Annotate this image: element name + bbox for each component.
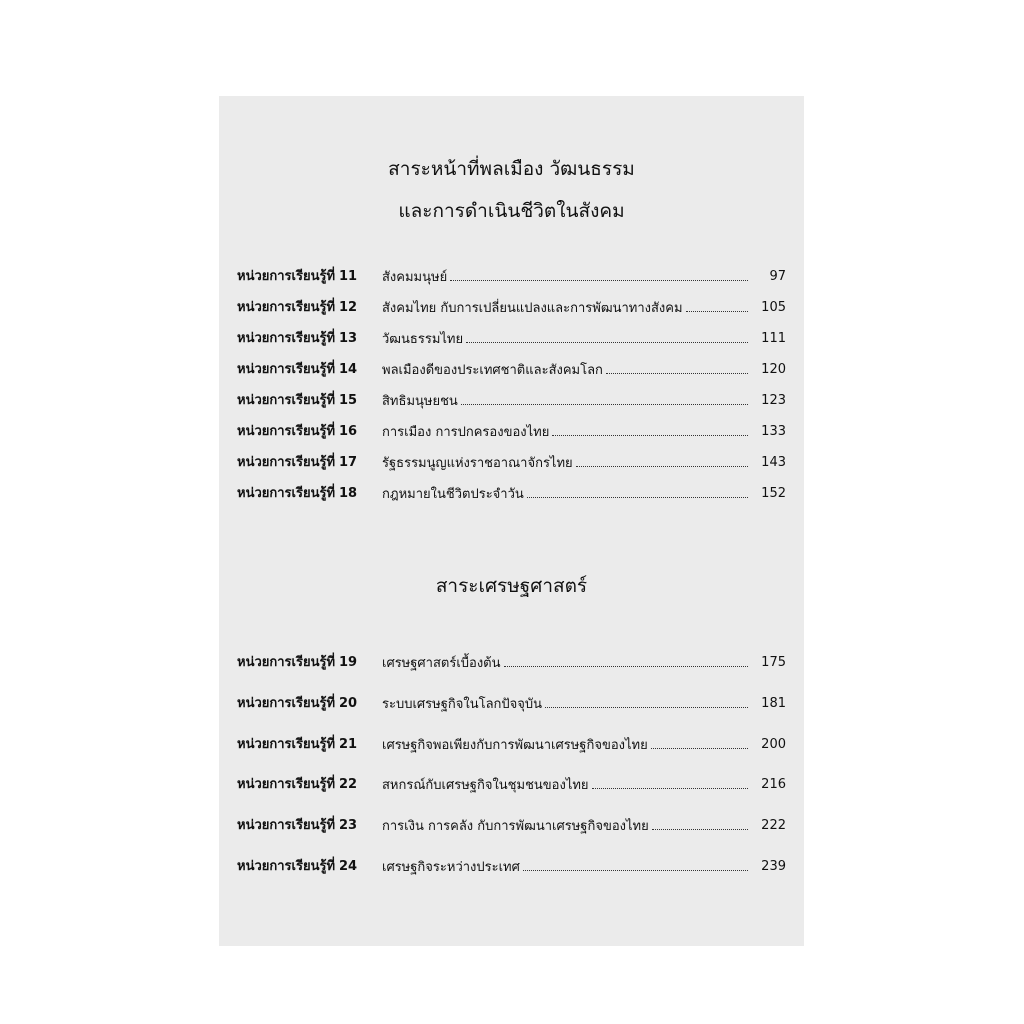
toc-unit-label: หน่วยการเรียนรู้ที่ bbox=[237, 859, 336, 874]
toc-dot-leader bbox=[576, 452, 748, 467]
toc-unit bbox=[237, 452, 362, 474]
toc-entry bbox=[219, 452, 804, 474]
toc-page-number: 239 bbox=[761, 859, 786, 874]
toc-unit-label: หน่วยการเรียนรู้ที่ bbox=[237, 655, 336, 670]
toc-entry bbox=[219, 652, 804, 674]
toc-dot-leader bbox=[651, 734, 748, 749]
toc-unit-label: หน่วยการเรียนรู้ที่ bbox=[237, 424, 336, 439]
toc-unit bbox=[237, 652, 362, 674]
toc-dot-leader bbox=[592, 774, 748, 789]
section1-title-line1: สาระหน้าที่พลเมือง วัฒนธรรม bbox=[388, 158, 635, 180]
toc-unit-label: หน่วยการเรียนรู้ที่ bbox=[237, 777, 336, 793]
toc-unit-number: 21 bbox=[339, 736, 358, 752]
toc-unit-number: 24 bbox=[339, 859, 358, 874]
toc-unit bbox=[237, 693, 362, 715]
toc-unit-number: 15 bbox=[339, 393, 358, 408]
toc-title-wrap bbox=[382, 359, 748, 382]
toc-page-number: 181 bbox=[761, 695, 786, 711]
toc-unit-number: 18 bbox=[339, 486, 358, 501]
section1-title-line2: และการดำเนินชีวิตในสังคม bbox=[398, 200, 625, 222]
toc-unit-label: หน่วยการเรียนรู้ที่ bbox=[237, 362, 336, 377]
toc-unit bbox=[237, 734, 362, 756]
toc-title: สิทธิมนุษยชน bbox=[382, 394, 458, 409]
toc-title-wrap bbox=[382, 328, 748, 351]
toc-unit-label: หน่วยการเรียนรู้ที่ bbox=[237, 269, 336, 284]
toc-unit-label: หน่วยการเรียนรู้ที่ bbox=[237, 818, 336, 834]
toc-unit-label: หน่วยการเรียนรู้ที่ bbox=[237, 331, 336, 346]
toc-title-wrap bbox=[382, 266, 748, 289]
toc-dot-leader bbox=[606, 359, 748, 374]
toc-title-wrap bbox=[382, 774, 748, 797]
toc-page-number: 200 bbox=[761, 736, 786, 752]
toc-title: ระบบเศรษฐกิจในโลกปัจจุบัน bbox=[382, 696, 543, 712]
toc-title-wrap bbox=[382, 693, 748, 716]
toc-title-wrap bbox=[382, 421, 748, 444]
toc-unit-number: 19 bbox=[339, 655, 358, 670]
toc-unit bbox=[237, 856, 362, 878]
toc-title-wrap bbox=[382, 856, 748, 879]
toc-unit-number: 16 bbox=[339, 424, 358, 439]
toc-dot-leader bbox=[527, 483, 748, 498]
toc-unit-number: 20 bbox=[339, 695, 358, 711]
toc-title: พลเมืองดีของประเทศชาติและสังคมโลก bbox=[382, 363, 603, 378]
toc-unit-label: หน่วยการเรียนรู้ที่ bbox=[237, 393, 336, 408]
toc-title-wrap bbox=[382, 734, 748, 757]
toc-unit-label: หน่วยการเรียนรู้ที่ bbox=[237, 455, 336, 470]
toc-unit bbox=[237, 774, 362, 796]
toc-entry bbox=[219, 483, 804, 505]
toc-unit-number: 14 bbox=[339, 362, 358, 377]
toc-unit-number: 23 bbox=[339, 818, 358, 834]
book-page bbox=[219, 96, 804, 946]
toc-dot-leader bbox=[545, 693, 748, 708]
toc-unit-number: 13 bbox=[339, 331, 358, 346]
toc-entry bbox=[219, 856, 804, 878]
toc-unit bbox=[237, 390, 362, 412]
toc-entry bbox=[219, 693, 804, 715]
toc-entry bbox=[219, 734, 804, 756]
toc-entry bbox=[219, 328, 804, 350]
toc-unit-number: 17 bbox=[339, 455, 358, 470]
toc-unit bbox=[237, 328, 362, 350]
section2-title: สาระเศรษฐศาสตร์ bbox=[435, 575, 588, 597]
toc-title: วัฒนธรรมไทย bbox=[382, 332, 464, 347]
toc-title-wrap bbox=[382, 483, 748, 506]
toc-page-number: 175 bbox=[761, 655, 786, 670]
toc-title-wrap bbox=[382, 452, 748, 475]
toc-title: สังคมไทย กับการเปลี่ยนแปลงและการพัฒนาทางสังคม bbox=[382, 301, 683, 316]
toc-page-number: 111 bbox=[761, 331, 786, 346]
toc-title: การเมือง การปกครองของไทย bbox=[382, 425, 550, 440]
toc-entry bbox=[219, 266, 804, 288]
toc-title: รัฐธรรมนูญแห่งราชอาณาจักรไทย bbox=[382, 456, 573, 471]
toc-title: เศรษฐกิจพอเพียงกับการพัฒนาเศรษฐกิจของไทย bbox=[382, 737, 648, 753]
toc-title-wrap bbox=[382, 390, 748, 413]
toc-title: กฎหมายในชีวิตประจำวัน bbox=[382, 487, 524, 502]
toc-title: สหกรณ์กับเศรษฐกิจในชุมชนของไทย bbox=[382, 778, 589, 794]
toc-page-number: 143 bbox=[761, 455, 786, 470]
toc-dot-leader bbox=[686, 297, 748, 312]
toc-unit bbox=[237, 359, 362, 381]
toc-page-number: 120 bbox=[761, 362, 786, 377]
toc-page-number: 216 bbox=[761, 777, 786, 793]
toc-unit bbox=[237, 815, 362, 837]
toc-page-number: 105 bbox=[761, 300, 786, 315]
toc-page-number: 123 bbox=[761, 393, 786, 408]
toc-page-number: 152 bbox=[761, 486, 786, 501]
toc-unit-label: หน่วยการเรียนรู้ที่ bbox=[237, 736, 336, 752]
toc-dot-leader bbox=[504, 652, 748, 667]
toc-entry bbox=[219, 421, 804, 443]
toc-unit-label: หน่วยการเรียนรู้ที่ bbox=[237, 486, 336, 501]
toc-page-number: 97 bbox=[769, 269, 786, 284]
toc-dot-leader bbox=[652, 815, 748, 830]
toc-unit bbox=[237, 266, 362, 288]
toc-page-number: 222 bbox=[761, 818, 786, 834]
toc-unit bbox=[237, 483, 362, 505]
toc-entry bbox=[219, 815, 804, 837]
toc-unit-label: หน่วยการเรียนรู้ที่ bbox=[237, 300, 336, 315]
toc-unit-label: หน่วยการเรียนรู้ที่ bbox=[237, 695, 336, 711]
toc-title: สังคมมนุษย์ bbox=[382, 270, 448, 285]
toc-unit-number: 11 bbox=[339, 269, 358, 284]
toc-page-number: 133 bbox=[761, 424, 786, 439]
toc-dot-leader bbox=[450, 266, 748, 281]
toc-title-wrap bbox=[382, 815, 748, 838]
toc-unit-number: 12 bbox=[339, 300, 358, 315]
toc-title: การเงิน การคลัง กับการพัฒนาเศรษฐกิจของไทย bbox=[382, 819, 649, 835]
toc-entry bbox=[219, 297, 804, 319]
toc-unit bbox=[237, 421, 362, 443]
toc-title-wrap bbox=[382, 297, 748, 320]
toc-unit bbox=[237, 297, 362, 319]
toc-unit-number: 22 bbox=[339, 777, 358, 793]
toc-dot-leader bbox=[466, 328, 748, 343]
toc-dot-leader bbox=[461, 390, 748, 405]
toc-title: เศรษฐกิจระหว่างประเทศ bbox=[382, 860, 520, 875]
toc-entry bbox=[219, 390, 804, 412]
toc-dot-leader bbox=[552, 421, 748, 436]
toc-title-wrap bbox=[382, 652, 748, 675]
toc-dot-leader bbox=[523, 856, 748, 871]
toc-entry bbox=[219, 359, 804, 381]
toc-entry bbox=[219, 774, 804, 796]
toc-title: เศรษฐศาสตร์เบื้องต้น bbox=[382, 656, 501, 671]
